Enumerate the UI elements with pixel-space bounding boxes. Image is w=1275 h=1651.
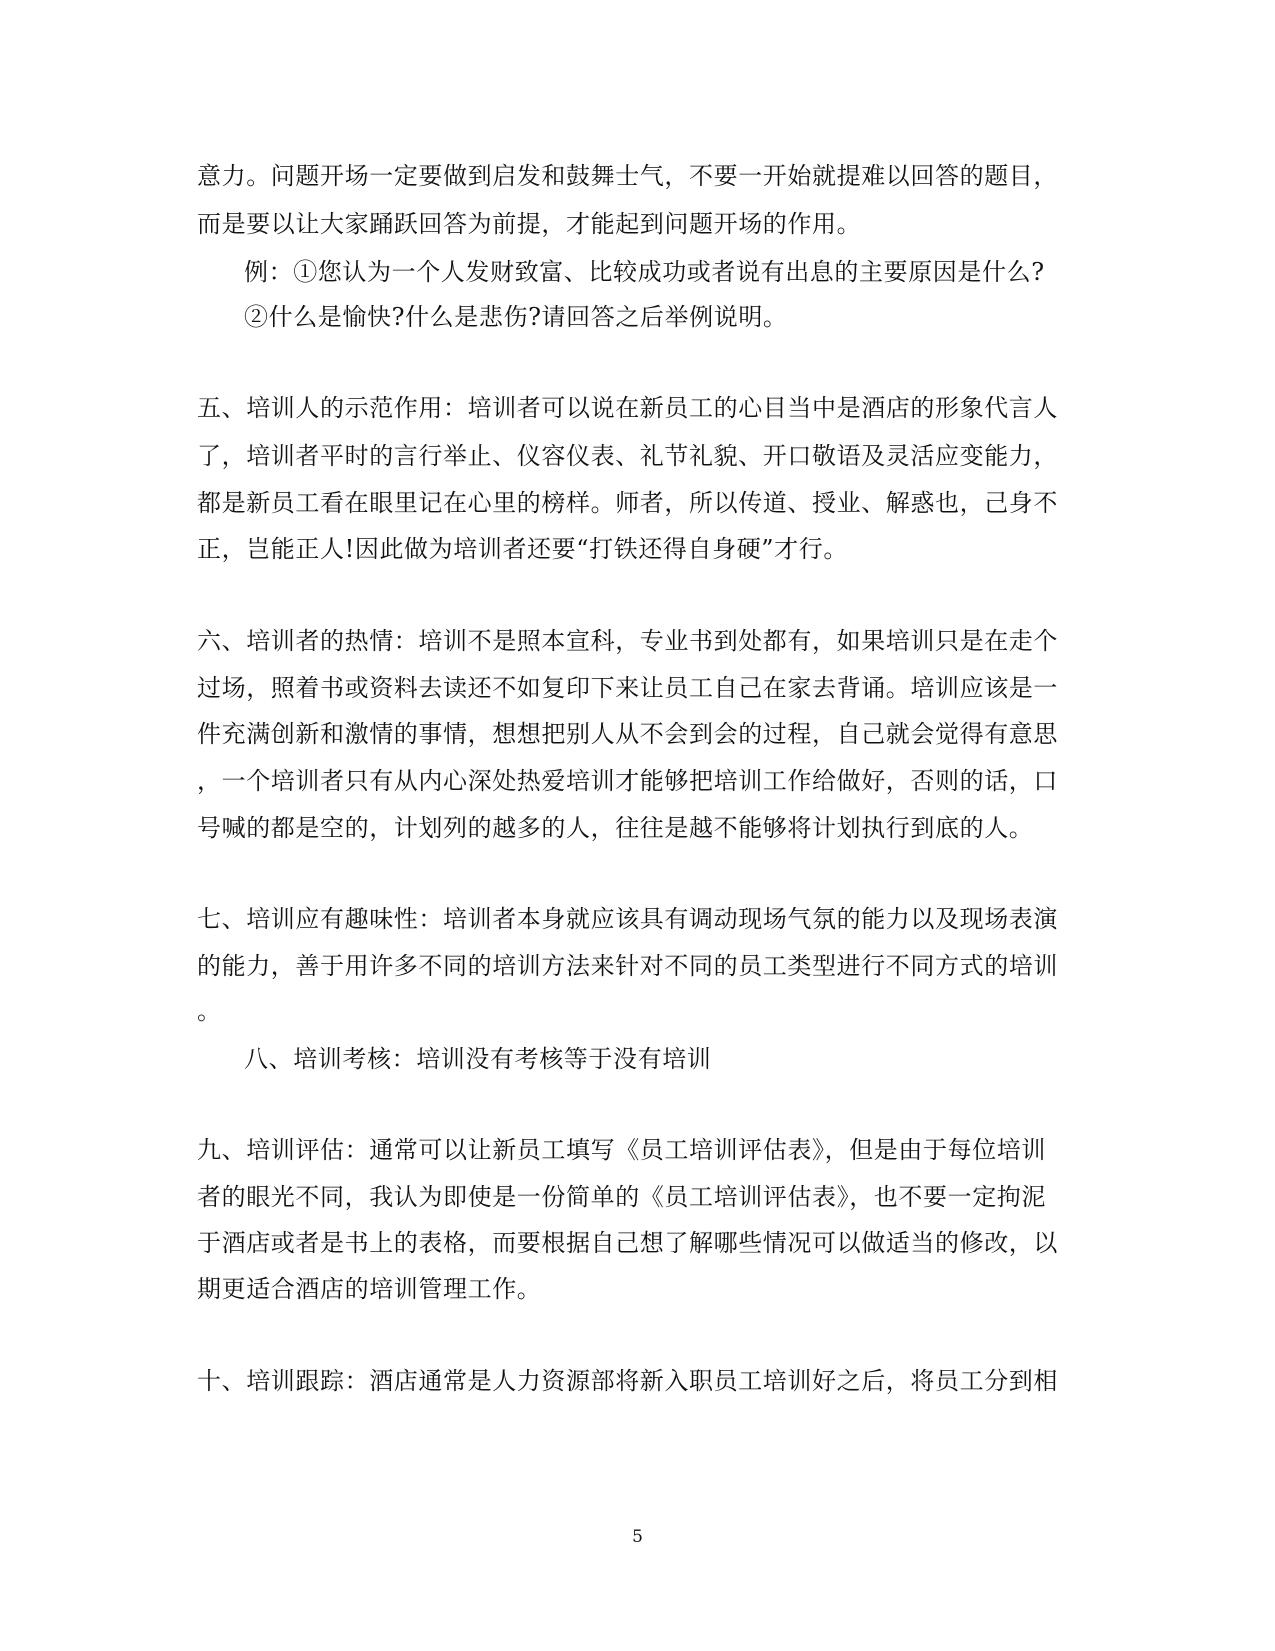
section-eight-heading: 八、培训考核：培训没有考核等于没有培训 — [244, 1045, 712, 1073]
text-line: 件充满创新和激情的事情，想想把别人从不会到会的过程，自己就会觉得有意思 — [197, 720, 1058, 748]
section-five-heading-line: 五、培训人的示范作用：培训者可以说在新员工的心目当中是酒店的形象代言人 — [197, 394, 1058, 422]
text-line: 正，岂能正人!因此做为培训者还要“打铁还得自身硬”才行。 — [197, 535, 848, 563]
text-line: 过场，照着书或资料去读还不如复印下来让员工自己在家去背诵。培训应该是一 — [197, 674, 1058, 702]
text-line: 号喊的都是空的，计划列的越多的人，往往是越不能够将计划执行到底的人。 — [197, 814, 1034, 842]
text-line: 于酒店或者是书上的表格，而要根据自己想了解哪些情况可以做适当的修改，以 — [197, 1229, 1058, 1257]
section-six-heading-line: 六、培训者的热情：培训不是照本宣科，专业书到处都有，如果培训只是在走个 — [197, 627, 1058, 655]
text-line: 者的眼光不同，我认为即使是一份简单的《员工培训评估表》，也不要一定拘泥 — [197, 1183, 1046, 1211]
text-line: 而是要以让大家踊跃回答为前提，才能起到问题开场的作用。 — [197, 210, 862, 238]
text-line: 。 — [197, 997, 222, 1025]
section-ten-heading-line: 十、培训跟踪：酒店通常是人力资源部将新入职员工培训好之后，将员工分到相 — [197, 1367, 1058, 1395]
page-number: 5 — [632, 1527, 643, 1547]
text-line: 都是新员工看在眼里记在心里的榜样。师者，所以传道、授业、解惑也，己身不 — [197, 489, 1058, 517]
text-line: ，一个培训者只有从内心深处热爱培训才能够把培训工作给做好，否则的话，口 — [197, 767, 1058, 795]
section-seven-heading-line: 七、培训应有趣味性：培训者本身就应该具有调动现场气氛的能力以及现场表演 — [197, 905, 1058, 933]
text-line: 的能力，善于用许多不同的培训方法来针对不同的员工类型进行不同方式的培训 — [197, 952, 1058, 980]
section-nine-heading-line: 九、培训评估：通常可以让新员工填写《员工培训评估表》，但是由于每位培训 — [197, 1136, 1046, 1164]
text-line: 期更适合酒店的培训管理工作。 — [197, 1275, 542, 1303]
example-question-1: 例：①您认为一个人发财致富、比较成功或者说有出息的主要原因是什么? — [244, 258, 1045, 286]
example-question-2: ②什么是愉快?什么是悲伤?请回答之后举例说明。 — [244, 303, 788, 331]
text-line: 意力。问题开场一定要做到启发和鼓舞士气，不要一开始就提难以回答的题目， — [197, 162, 1058, 190]
text-line: 了，培训者平时的言行举止、仪容仪表、礼节礼貌、开口敬语及灵活应变能力， — [197, 442, 1058, 470]
